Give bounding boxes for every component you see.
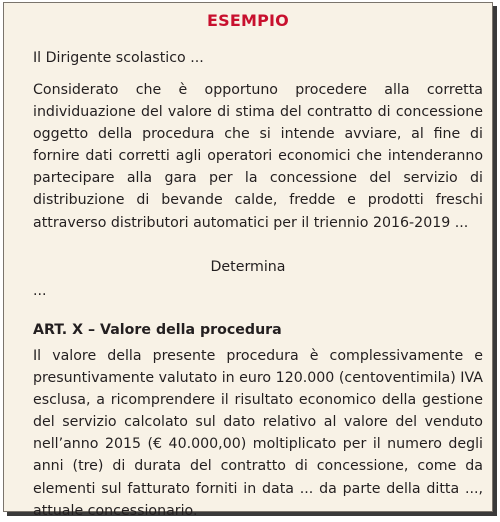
article-heading: ART. X – Valore della procedura (33, 322, 282, 338)
paragraph-valore: Il valore della presente procedura è complessivamente e presuntivamente valutato in euro 120.000 (centoventimila) IVA esclusa, a ricomprendere il risultato economico della gestione del servizio calcolato sul dato relativo al valore del venduto nell’anno 2015 (€ 40.000,00) moltiplicato per il numero degli anni (tre) di durata del contratto di concessione, come da elementi sul fatturato forniti in data ... da parte della ditta ..., attuale concessionario. (33, 348, 483, 519)
paragraph-considerato: Considerato che è opportuno procedere alla corretta individuazione del valore di stima del contratto di concessione oggetto della procedura che si intende avviare, al fine di fornire dati corretti agli operatori economici che intenderanno partecipare alla gara per la concessione del servizio di distribuzione di bevande calde, fredde e prodotti freschi attraverso distributori automatici per il triennio 2016-2019 ... (33, 82, 483, 231)
ellipsis-line: ... (33, 283, 47, 299)
box-title: ESEMPIO (207, 11, 289, 30)
intro-line: Il Dirigente scolastico ... (33, 50, 204, 66)
determina-label: Determina (210, 259, 286, 275)
example-box (3, 2, 493, 519)
